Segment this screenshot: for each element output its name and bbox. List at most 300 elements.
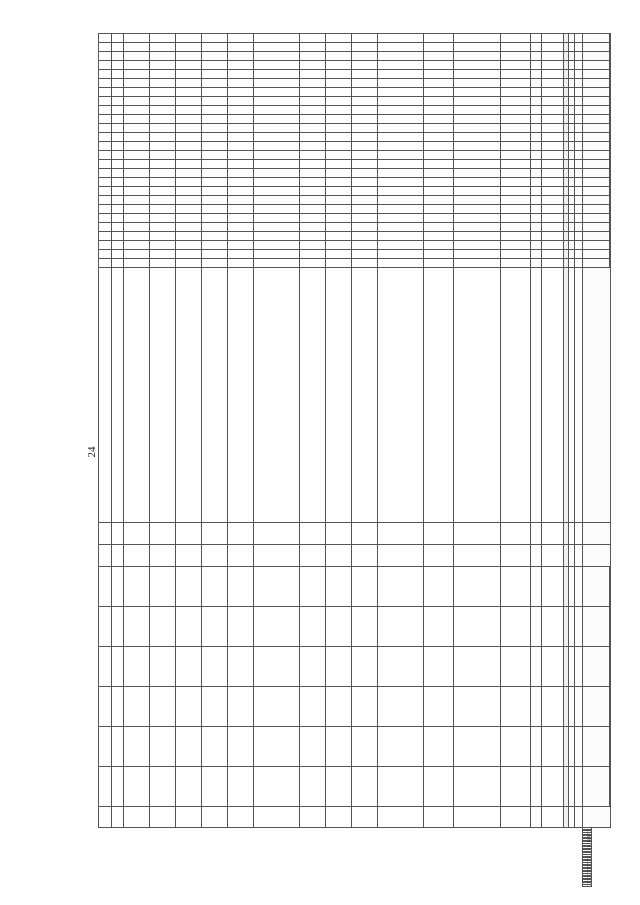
code-cell — [500, 187, 530, 196]
unit-cell — [227, 523, 253, 545]
code-cell — [99, 169, 112, 178]
code-cell — [253, 232, 299, 241]
header-budget-sub — [583, 88, 610, 97]
code-cell — [531, 178, 542, 187]
code-cell — [253, 106, 299, 115]
year-value-cell — [111, 567, 123, 607]
code-cell — [351, 196, 377, 205]
code-cell — [325, 124, 351, 133]
header-financial-year — [583, 545, 611, 567]
code-cell — [201, 151, 227, 160]
year-value-cell — [253, 727, 299, 767]
code-cell — [351, 178, 377, 187]
code-cell — [99, 178, 112, 187]
code-cell — [423, 214, 453, 223]
year-value-cell — [377, 727, 423, 767]
year-value-cell — [377, 767, 423, 807]
unit-cell — [111, 523, 123, 545]
code-cell — [175, 115, 201, 124]
code-cell — [377, 196, 423, 205]
year-value-cell — [500, 607, 530, 647]
code-cell — [299, 196, 325, 205]
code-cell — [423, 223, 453, 232]
table-row — [253, 34, 299, 887]
code-cell — [175, 178, 201, 187]
code-cell — [575, 88, 583, 97]
code-cell — [542, 97, 563, 106]
code-cell — [111, 133, 123, 142]
code-cell — [253, 34, 299, 43]
code-cell — [351, 259, 377, 268]
code-cell — [201, 187, 227, 196]
header-budget-sub — [583, 160, 610, 169]
header-budget-sub — [583, 61, 610, 70]
code-cell — [563, 160, 569, 169]
code-cell — [299, 115, 325, 124]
year-value-cell — [123, 647, 149, 687]
financial-year-cell — [569, 545, 575, 567]
code-cell — [253, 115, 299, 124]
code-cell — [175, 223, 201, 232]
code-cell — [227, 205, 253, 214]
code-cell — [227, 232, 253, 241]
row-name — [454, 268, 500, 523]
code-cell — [423, 43, 453, 52]
code-cell — [201, 79, 227, 88]
code-cell — [175, 196, 201, 205]
code-cell — [351, 187, 377, 196]
code-cell — [563, 259, 569, 268]
code-cell — [377, 79, 423, 88]
code-cell — [253, 214, 299, 223]
target-cell — [123, 807, 149, 828]
code-cell — [111, 241, 123, 250]
header-additional-sub — [583, 196, 610, 205]
code-cell — [351, 79, 377, 88]
code-cell — [175, 259, 201, 268]
code-cell — [253, 97, 299, 106]
code-cell — [111, 61, 123, 70]
target-cell — [423, 807, 453, 828]
code-cell — [563, 223, 569, 232]
code-cell — [563, 43, 569, 52]
code-cell — [175, 160, 201, 169]
code-cell — [542, 250, 563, 259]
code-cell — [299, 43, 325, 52]
financial-year-cell — [423, 545, 453, 567]
code-cell — [351, 124, 377, 133]
code-cell — [299, 88, 325, 97]
code-cell — [227, 133, 253, 142]
year-value-cell — [253, 647, 299, 687]
code-cell — [325, 187, 351, 196]
code-cell — [325, 97, 351, 106]
financial-year-cell — [563, 545, 569, 567]
code-cell — [377, 232, 423, 241]
code-cell — [569, 196, 575, 205]
year-value-cell — [575, 567, 583, 607]
code-cell — [123, 115, 149, 124]
year-value-cell — [351, 567, 377, 607]
row-name — [531, 268, 542, 523]
year-value-cell — [201, 727, 227, 767]
code-cell — [325, 88, 351, 97]
code-cell — [175, 124, 201, 133]
code-cell — [542, 160, 563, 169]
code-cell — [500, 232, 530, 241]
year-value-cell — [351, 767, 377, 807]
code-cell — [575, 106, 583, 115]
code-cell — [111, 223, 123, 232]
code-cell — [351, 70, 377, 79]
code-cell — [299, 259, 325, 268]
code-cell — [149, 88, 175, 97]
code-cell — [123, 106, 149, 115]
code-cell — [563, 115, 569, 124]
code-cell — [542, 106, 563, 115]
code-cell — [123, 79, 149, 88]
code-cell — [423, 259, 453, 268]
code-cell — [575, 70, 583, 79]
code-cell — [500, 250, 530, 259]
header-name — [583, 268, 611, 523]
code-cell — [149, 250, 175, 259]
code-cell — [423, 250, 453, 259]
year-value-cell — [299, 767, 325, 807]
financial-year-cell — [123, 545, 149, 567]
year-value-cell — [351, 727, 377, 767]
code-cell — [531, 196, 542, 205]
code-cell — [253, 88, 299, 97]
code-cell — [149, 70, 175, 79]
code-cell — [111, 205, 123, 214]
code-cell — [253, 151, 299, 160]
year-value-cell — [175, 687, 201, 727]
code-cell — [111, 43, 123, 52]
year-value-cell — [351, 687, 377, 727]
code-cell — [351, 232, 377, 241]
code-cell — [325, 34, 351, 43]
code-cell — [123, 88, 149, 97]
code-cell — [542, 115, 563, 124]
code-cell — [500, 214, 530, 223]
row-name — [542, 268, 563, 523]
year-value-cell — [325, 567, 351, 607]
header-unit — [583, 523, 611, 545]
code-cell — [99, 61, 112, 70]
code-cell — [111, 196, 123, 205]
unit-cell — [542, 523, 563, 545]
year-value-cell — [111, 727, 123, 767]
code-cell — [99, 214, 112, 223]
code-cell — [454, 52, 500, 61]
code-cell — [563, 178, 569, 187]
year-value-cell — [227, 727, 253, 767]
target-cell — [201, 807, 227, 828]
header-target — [583, 807, 611, 828]
code-cell — [500, 106, 530, 115]
year-value-cell — [569, 607, 575, 647]
row-name — [201, 268, 227, 523]
code-cell — [99, 115, 112, 124]
code-cell — [299, 79, 325, 88]
code-cell — [575, 169, 583, 178]
code-cell — [569, 160, 575, 169]
header-budget-sub — [583, 178, 610, 187]
code-cell — [563, 133, 569, 142]
code-cell — [377, 151, 423, 160]
year-value-cell — [351, 607, 377, 647]
code-cell — [542, 187, 563, 196]
code-cell — [201, 178, 227, 187]
code-cell — [299, 160, 325, 169]
code-cell — [299, 169, 325, 178]
table-row — [325, 34, 351, 887]
code-cell — [123, 250, 149, 259]
code-cell — [454, 232, 500, 241]
financial-year-cell — [201, 545, 227, 567]
header-additional-sub — [583, 214, 610, 223]
code-cell — [500, 241, 530, 250]
code-cell — [325, 259, 351, 268]
code-cell — [149, 169, 175, 178]
code-cell — [99, 79, 112, 88]
code-cell — [149, 160, 175, 169]
code-cell — [175, 142, 201, 151]
code-cell — [325, 79, 351, 88]
code-cell — [299, 205, 325, 214]
code-cell — [542, 151, 563, 160]
code-cell — [201, 160, 227, 169]
code-cell — [423, 79, 453, 88]
code-cell — [123, 142, 149, 151]
year-value-cell — [201, 567, 227, 607]
code-cell — [377, 43, 423, 52]
code-cell — [454, 151, 500, 160]
code-cell — [201, 259, 227, 268]
code-cell — [175, 205, 201, 214]
code-cell — [563, 196, 569, 205]
code-cell — [325, 223, 351, 232]
code-cell — [575, 97, 583, 106]
code-cell — [123, 133, 149, 142]
code-cell — [542, 241, 563, 250]
code-cell — [299, 106, 325, 115]
code-cell — [123, 187, 149, 196]
year-value-cell — [377, 567, 423, 607]
code-cell — [377, 178, 423, 187]
year-value-cell — [111, 647, 123, 687]
code-cell — [325, 142, 351, 151]
code-cell — [201, 142, 227, 151]
code-cell — [227, 88, 253, 97]
code-cell — [299, 124, 325, 133]
code-cell — [569, 151, 575, 160]
code-cell — [423, 133, 453, 142]
header-years-group — [610, 567, 611, 807]
year-value-cell — [99, 727, 112, 767]
code-cell — [99, 70, 112, 79]
code-cell — [111, 214, 123, 223]
year-value-cell — [542, 647, 563, 687]
code-cell — [123, 196, 149, 205]
code-cell — [253, 70, 299, 79]
year-value-cell — [253, 767, 299, 807]
code-cell — [454, 259, 500, 268]
unit-cell — [423, 523, 453, 545]
code-cell — [99, 142, 112, 151]
code-cell — [531, 187, 542, 196]
year-value-cell — [99, 687, 112, 727]
code-cell — [454, 241, 500, 250]
code-cell — [325, 133, 351, 142]
code-cell — [175, 214, 201, 223]
code-cell — [423, 88, 453, 97]
code-cell — [149, 43, 175, 52]
financial-year-cell — [351, 545, 377, 567]
code-cell — [423, 160, 453, 169]
code-cell — [99, 241, 112, 250]
code-cell — [351, 115, 377, 124]
row-name — [111, 268, 123, 523]
code-cell — [227, 169, 253, 178]
code-cell — [351, 106, 377, 115]
code-cell — [149, 34, 175, 43]
code-cell — [253, 169, 299, 178]
code-cell — [299, 232, 325, 241]
code-cell — [253, 133, 299, 142]
code-cell — [377, 61, 423, 70]
table-row — [99, 34, 112, 887]
code-cell — [575, 151, 583, 160]
code-cell — [123, 43, 149, 52]
table-row — [500, 34, 530, 887]
code-cell — [563, 241, 569, 250]
code-cell — [542, 124, 563, 133]
code-cell — [575, 43, 583, 52]
code-cell — [99, 223, 112, 232]
code-cell — [253, 142, 299, 151]
code-cell — [175, 34, 201, 43]
year-value-cell — [325, 727, 351, 767]
code-cell — [175, 241, 201, 250]
year-value-cell — [454, 687, 500, 727]
code-cell — [500, 205, 530, 214]
code-cell — [227, 187, 253, 196]
code-cell — [500, 196, 530, 205]
code-cell — [149, 151, 175, 160]
code-cell — [531, 241, 542, 250]
code-cell — [253, 79, 299, 88]
year-value-cell — [500, 727, 530, 767]
header-program-sub — [583, 43, 610, 52]
code-cell — [201, 205, 227, 214]
code-cell — [500, 151, 530, 160]
code-cell — [351, 241, 377, 250]
code-cell — [111, 97, 123, 106]
code-cell — [299, 34, 325, 43]
year-value-cell — [575, 767, 583, 807]
unit-cell — [175, 523, 201, 545]
code-cell — [351, 223, 377, 232]
code-cell — [423, 52, 453, 61]
code-cell — [542, 34, 563, 43]
financial-year-cell — [575, 545, 583, 567]
code-cell — [531, 124, 542, 133]
code-cell — [377, 241, 423, 250]
header-program-code — [610, 34, 611, 61]
code-cell — [201, 241, 227, 250]
code-cell — [575, 133, 583, 142]
year-value-cell — [201, 647, 227, 687]
code-cell — [175, 70, 201, 79]
code-cell — [227, 142, 253, 151]
unit-cell — [253, 523, 299, 545]
row-name — [575, 268, 583, 523]
code-cell — [454, 178, 500, 187]
code-cell — [531, 106, 542, 115]
code-cell — [111, 178, 123, 187]
target-cell — [542, 807, 563, 828]
code-cell — [500, 178, 530, 187]
table-row — [377, 34, 423, 887]
year-value-cell — [531, 567, 542, 607]
unit-cell — [123, 523, 149, 545]
year-value-cell — [377, 687, 423, 727]
target-cell — [575, 807, 583, 828]
table-row — [454, 34, 500, 887]
year-value-cell — [575, 687, 583, 727]
year-value-cell — [563, 767, 569, 807]
target-cell — [377, 807, 423, 828]
year-value-cell — [542, 607, 563, 647]
financial-year-cell — [253, 545, 299, 567]
header-budget-sub — [583, 97, 610, 106]
header-program-sub — [583, 34, 610, 43]
header-budget-code — [610, 61, 611, 187]
code-cell — [542, 223, 563, 232]
code-cell — [253, 187, 299, 196]
year-value-cell — [454, 727, 500, 767]
code-cell — [325, 106, 351, 115]
year-value-cell — [500, 687, 530, 727]
code-cell — [377, 97, 423, 106]
year-value-cell — [99, 647, 112, 687]
code-cell — [423, 34, 453, 43]
header-budget-sub — [583, 133, 610, 142]
code-cell — [123, 52, 149, 61]
year-value-cell — [111, 607, 123, 647]
code-cell — [377, 52, 423, 61]
year-value-cell — [500, 767, 530, 807]
financial-year-cell — [149, 545, 175, 567]
code-cell — [325, 115, 351, 124]
year-header — [583, 767, 610, 807]
code-cell — [149, 205, 175, 214]
code-cell — [123, 61, 149, 70]
code-cell — [149, 241, 175, 250]
year-value-cell — [575, 647, 583, 687]
year-value-cell — [500, 567, 530, 607]
code-cell — [201, 70, 227, 79]
code-cell — [542, 196, 563, 205]
code-cell — [123, 34, 149, 43]
code-cell — [563, 250, 569, 259]
code-cell — [111, 52, 123, 61]
table-body — [99, 34, 583, 887]
code-cell — [253, 124, 299, 133]
code-cell — [99, 124, 112, 133]
